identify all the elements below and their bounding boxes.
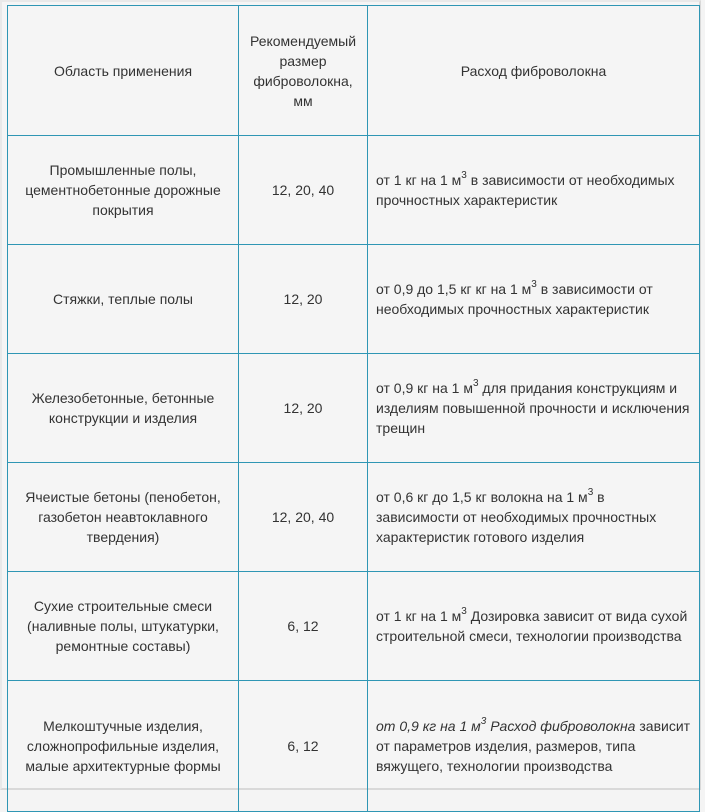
cell-area: Мелкоштучные изделия, сложнопрофильные изделия, малые архитектурные формы	[8, 681, 239, 812]
header-area: Область применения	[8, 6, 239, 136]
cell-size: 6, 12	[239, 681, 368, 812]
cell-size: 12, 20	[239, 354, 368, 463]
header-size: Рекомендуемый размер фиброволокна, мм	[239, 6, 368, 136]
cell-consumption: от 0,9 до 1,5 кг кг на 1 $м^3$ в зависимости от необходимых прочностных характеристик	[368, 245, 700, 354]
table-header-row	[8, 6, 700, 136]
cell-consumption: от 1 кг на 1 $м^3$ Дозировка зависит от вида сухой строительной смеси, технологии производства	[368, 572, 700, 681]
table-row	[8, 572, 700, 681]
header-consumption: Расход фиброволокна	[368, 6, 700, 136]
table-row	[8, 463, 700, 572]
fiber-usage-table	[7, 5, 700, 812]
cell-area: Ячеистые бетоны (пенобетон, газобетон неавтоклавного твердения)	[8, 463, 239, 572]
cell-size: 12, 20	[239, 245, 368, 354]
cell-consumption: от 0,6 кг до 1,5 кг волокна на 1 $м^3$ в зависимости от необходимых прочностных характеристик готового изделия	[368, 463, 700, 572]
cell-consumption: от 0,9 кг на 1 $м^3$ Расход фиброволокна зависит от параметров изделия, размеров, типа вяжущего, технологии производства	[368, 681, 700, 812]
cell-size: 12, 20, 40	[239, 463, 368, 572]
cell-consumption: от 1 кг на 1 $м^3$ в зависимости от необходимых прочностных характеристик	[368, 136, 700, 245]
table-row	[8, 681, 700, 812]
cell-consumption: от 0,9 кг на 1 $м^3$ для придания конструкциям и изделиям повышенной прочности и исключения трещин	[368, 354, 700, 463]
cell-area: Стяжки, теплые полы	[8, 245, 239, 354]
cell-area: Железобетонные, бетонные конструкции и изделия	[8, 354, 239, 463]
table-row	[8, 245, 700, 354]
cell-size: 12, 20, 40	[239, 136, 368, 245]
cell-area: Сухие строительные смеси (наливные полы, штукатурки, ремонтные составы)	[8, 572, 239, 681]
cell-size: 6, 12	[239, 572, 368, 681]
cell-area: Промышленные полы, цементнобетонные дорожные покрытия	[8, 136, 239, 245]
table-row	[8, 354, 700, 463]
table-row	[8, 136, 700, 245]
